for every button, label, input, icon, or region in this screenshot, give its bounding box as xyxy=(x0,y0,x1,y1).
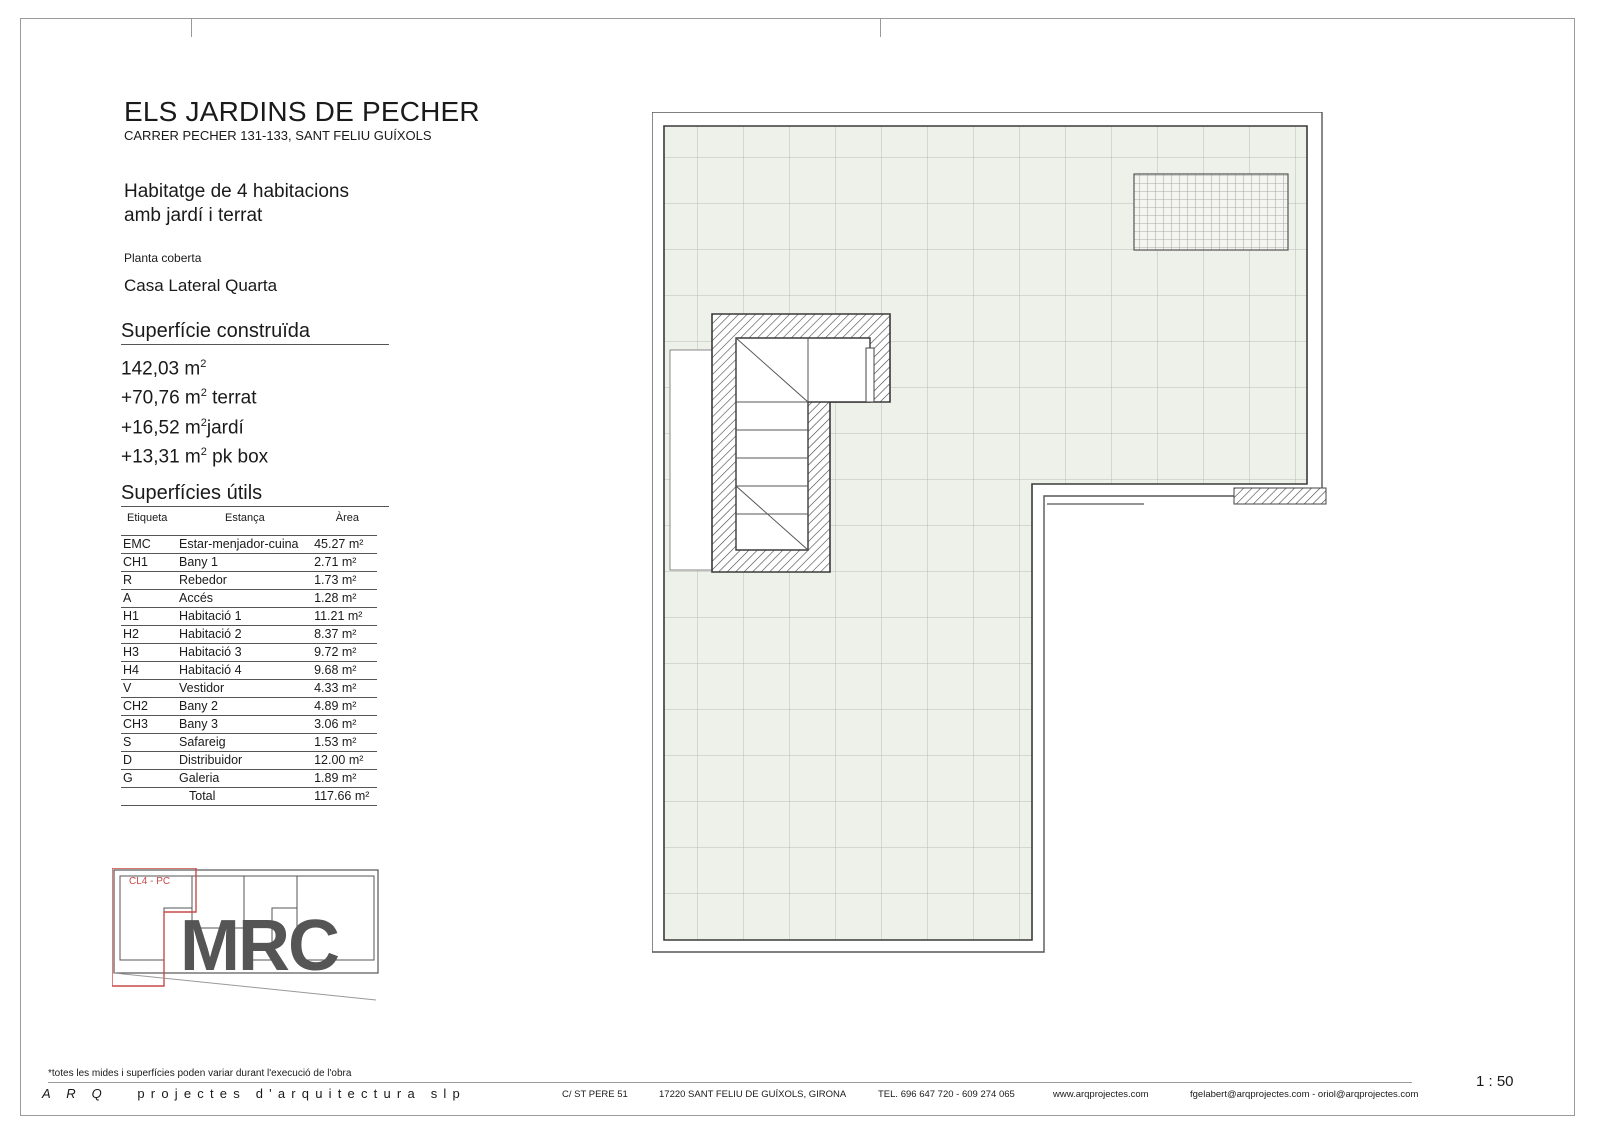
row-label: H2 xyxy=(121,626,177,644)
stair-door xyxy=(866,348,874,402)
table-row xyxy=(121,662,377,680)
row-label: V xyxy=(121,680,177,698)
col-area: Àrea xyxy=(312,510,377,536)
table-row xyxy=(121,572,377,590)
row-room: Galeria xyxy=(177,770,312,788)
row-area: 1.28 m² xyxy=(312,590,377,608)
row-room: Vestidor xyxy=(177,680,312,698)
table-header-row xyxy=(121,510,377,536)
footer-divider xyxy=(48,1082,1412,1083)
table-row xyxy=(121,590,377,608)
row-label: R xyxy=(121,572,177,590)
row-room: Habitació 3 xyxy=(177,644,312,662)
col-room: Estança xyxy=(177,510,312,536)
total-value: 117.66 m² xyxy=(312,788,377,806)
row-label: G xyxy=(121,770,177,788)
row-label: H4 xyxy=(121,662,177,680)
footer-phone: TEL. 696 647 720 - 609 274 065 xyxy=(878,1089,1015,1100)
row-room: Bany 1 xyxy=(177,554,312,572)
built-terrace: +70,76 $m^2$ terrat xyxy=(121,387,257,409)
row-area: 4.33 m² xyxy=(312,680,377,698)
row-area: 4.89 m² xyxy=(312,698,377,716)
row-area: 1.89 m² xyxy=(312,770,377,788)
brand-text: projectes d'arquitectura slp xyxy=(137,1086,466,1101)
row-room: Habitació 1 xyxy=(177,608,312,626)
row-room: Safareig xyxy=(177,734,312,752)
roof-plan xyxy=(652,112,1352,972)
row-room: Habitació 4 xyxy=(177,662,312,680)
row-label: CH2 xyxy=(121,698,177,716)
row-area: 12.00 m² xyxy=(312,752,377,770)
col-label: Etiqueta xyxy=(121,510,177,536)
frame-tick xyxy=(191,19,192,37)
frame-tick xyxy=(880,19,881,37)
footer-street: C/ ST PERE 51 xyxy=(562,1089,628,1100)
built-area-values xyxy=(121,352,268,469)
watermark-logo: MRC xyxy=(180,906,338,986)
row-label: A xyxy=(121,590,177,608)
home-type-line1: Habitatge de 4 habitacions xyxy=(124,181,349,202)
built-garden: +16,52 $m^2jardí$ xyxy=(121,416,244,438)
table-row xyxy=(121,716,377,734)
home-type xyxy=(124,180,349,228)
table-row xyxy=(121,644,377,662)
parapet-hatch xyxy=(1234,488,1326,504)
project-title: ELS JARDINS DE PECHER xyxy=(124,96,480,127)
brand-letters: A R Q xyxy=(42,1086,108,1101)
table-total-row xyxy=(121,788,377,806)
table-row xyxy=(121,626,377,644)
footer-website[interactable]: www.arqprojectes.com xyxy=(1053,1089,1149,1100)
row-room: Accés xyxy=(177,590,312,608)
home-type-line2: amb jardí i terrat xyxy=(124,205,263,226)
built-parking: +13,31 $m^2$ pk box xyxy=(121,445,269,468)
row-label: H3 xyxy=(121,644,177,662)
row-area: 1.53 m² xyxy=(312,734,377,752)
table-row xyxy=(121,752,377,770)
row-room: Estar-menjador-cuina xyxy=(177,536,312,554)
drawing-scale: 1 : 50 xyxy=(1476,1073,1514,1090)
row-room: Distribuidor xyxy=(177,752,312,770)
row-area: 1.73 m² xyxy=(312,572,377,590)
row-label: H1 xyxy=(121,608,177,626)
table-row xyxy=(121,608,377,626)
useful-areas-table xyxy=(121,510,377,806)
table-row xyxy=(121,698,377,716)
footer-city: 17220 SANT FELIU DE GUÍXOLS, GIRONA xyxy=(659,1089,847,1100)
row-area: 9.68 m² xyxy=(312,662,377,680)
table-row xyxy=(121,554,377,572)
row-label: D xyxy=(121,752,177,770)
row-area: 11.21 m² xyxy=(312,608,377,626)
row-room: Habitació 2 xyxy=(177,626,312,644)
key-plan-unit-code: CL4 - PC xyxy=(129,876,171,887)
table-row xyxy=(121,536,377,554)
row-label: CH3 xyxy=(121,716,177,734)
useful-areas-title: Superfícies útils xyxy=(121,482,389,507)
row-label: S xyxy=(121,734,177,752)
table-row xyxy=(121,770,377,788)
row-room: Bany 3 xyxy=(177,716,312,734)
disclaimer-note: *totes les mides i superfícies poden variar durant l'execució de l'obra xyxy=(48,1068,352,1079)
built-main: 142,03 $m^2$ xyxy=(121,358,207,380)
firm-brand xyxy=(42,1086,466,1101)
skylight xyxy=(1134,174,1288,250)
built-area-title: Superfície construïda xyxy=(121,320,389,345)
row-area: 8.37 m² xyxy=(312,626,377,644)
table-row xyxy=(121,680,377,698)
table-row xyxy=(121,734,377,752)
project-address: CARRER PECHER 131-133, SANT FELIU GUÍXOLS xyxy=(124,128,432,143)
row-room: Rebedor xyxy=(177,572,312,590)
unit-name: Casa Lateral Quarta xyxy=(124,276,278,295)
row-area: 2.71 m² xyxy=(312,554,377,572)
floor-label: Planta coberta xyxy=(124,251,202,265)
row-label: CH1 xyxy=(121,554,177,572)
row-label: EMC xyxy=(121,536,177,554)
total-label: Total xyxy=(177,788,312,806)
row-room: Bany 2 xyxy=(177,698,312,716)
row-area: 3.06 m² xyxy=(312,716,377,734)
row-area: 45.27 m² xyxy=(312,536,377,554)
row-area: 9.72 m² xyxy=(312,644,377,662)
footer-emails[interactable]: fgelabert@arqprojectes.com - oriol@arqprojectes.com xyxy=(1190,1089,1419,1100)
